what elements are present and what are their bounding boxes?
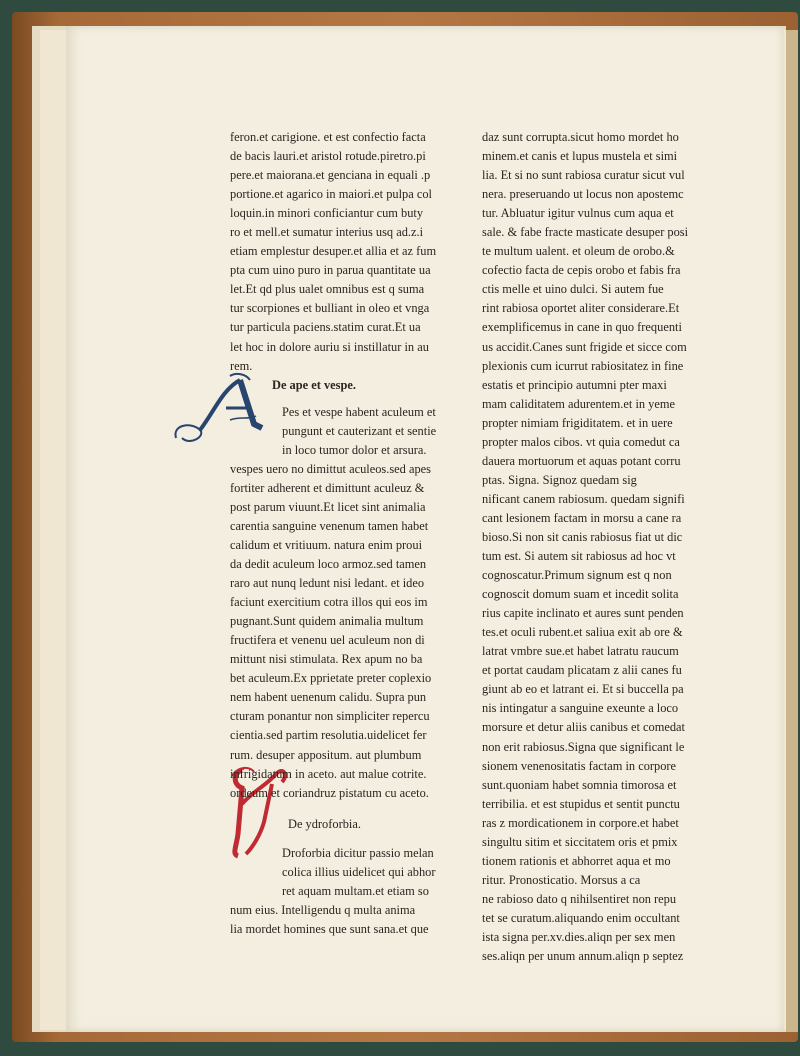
text-line: ses.aliqn per unum annum.aliqn p septez (482, 949, 684, 964)
text-line: nificant canem rabiosum. quedam signifi (482, 491, 685, 506)
text-line: cientia.sed partim resolutia.uidelicet fer (230, 728, 427, 743)
text-line: cturam ponantur non simpliciter repercu (230, 709, 430, 724)
text-line: post parum viuunt.Et licet sint animalia (230, 499, 426, 514)
text-line: sale. & fabe fracte masticate desuper posi (482, 225, 689, 240)
text-line: cofectio facta de cepis orobo et fabis fra (482, 263, 681, 278)
text-line: bioso.Si non sit canis rabiosus fiat ut dic (482, 529, 683, 544)
text-line: pugnant.Sunt quidem animalia multum (230, 614, 424, 629)
text-line: terribilia. et est stupidus et sentit punctu (482, 796, 680, 811)
text-line: fortiter adherent et dimittunt aculeuz & (230, 480, 425, 495)
right-text-column (482, 128, 712, 966)
text-line: propter nimiam frigiditatem. et in uere (482, 415, 673, 430)
text-line: non erit rabiosus.Signa que significant le (482, 739, 685, 754)
text-line: tur scorpiones et bulliant in oleo et vnga (230, 301, 430, 316)
text-line: colica illius uidelicet qui abhor (282, 864, 436, 879)
text-line: tum est. Si autem sit rabiosus ad hoc vt (482, 549, 676, 564)
text-line: pere.et maiorana.et genciana in equali .p (230, 168, 431, 183)
text-line: Droforbia dicitur passio melan (282, 845, 434, 860)
spacer (230, 803, 460, 815)
text-line: mam caliditatem adurentem.et in yeme (482, 396, 676, 411)
text-line: dauera mortuorum et aquas potant corru (482, 453, 681, 468)
text-line: rius capite inclinato et aures sunt penden (482, 606, 684, 621)
text-line: sunt.quoniam habet somnia timorosa et (482, 777, 677, 792)
text-line: loquin.in minori conficiantur cum buty (230, 206, 424, 221)
text-line: pta cum uino puro in parua quantitate ua (230, 263, 431, 278)
text-line: rum. desuper appositum. aut plumbum (230, 747, 422, 762)
text-line: nis intingatur a sanguine exeunte a loco (482, 701, 679, 716)
text-line: faciunt exercitium cotra illos qui eos im (230, 595, 428, 610)
text-line: lia. Et si no sunt rabiosa curatur sicut vul (482, 168, 685, 183)
text-line: fructifera et venenu uel aculeum non di (230, 633, 425, 648)
text-line: let hoc in dolore auriu si instillatur in au (230, 339, 429, 354)
text-line: num eius. Intelligendu q multa anima (230, 902, 416, 917)
text-line: exemplificemus in cane in quo frequenti (482, 320, 682, 335)
text-line: ctis melle et uino dulci. Si autem fue (482, 282, 664, 297)
text-line: minem.et canis et lupus mustela et simi (482, 149, 678, 164)
text-line: daz sunt corrupta.sicut homo mordet ho (482, 130, 679, 144)
text-line: te multum ualent. et oleum de orobo.& (482, 244, 675, 259)
text-line: vespes uero no dimittut aculeos.sed apes (230, 461, 431, 476)
text-line: lia mordet homines que sunt sana.et que (230, 921, 429, 936)
text-line: ordeum et coriandruz pistatum cu aceto. (230, 785, 429, 800)
section-heading-ape: De ape et vespe. (272, 377, 356, 392)
text-line: carentia sanguine venenum tamen habet (230, 518, 429, 533)
text-line: Pes et vespe habent aculeum et (282, 404, 436, 419)
text-line: tes.et oculi rubent.et saliua exit ab ore & (482, 625, 683, 640)
text-line: cognoscatur.Primum signum est q non (482, 568, 672, 583)
spacer (230, 834, 460, 844)
text-line: rint rabiosa oportet aliter considerare.Et (482, 301, 680, 316)
text-line: giunt ab eo et latrant ei. Et si buccella pa (482, 682, 684, 697)
text-line: estatis et principio autumni pter maxi (482, 377, 667, 392)
text-line: cant lesionem factam in morsu a cane ra (482, 510, 682, 525)
section-heading-ydroforbia: De ydroforbia. (288, 816, 361, 831)
text-line: tur. Abluatur igitur vulnus cum aqua et (482, 206, 674, 221)
text-line: feron.et carigione. et est confectio facta (230, 130, 426, 144)
text-line: tet se curatum.aliquando enim occultant (482, 910, 680, 925)
text-line: infrigidatum in aceto. aut malue cotrite. (230, 766, 427, 781)
text-line: tur particula paciens.statim curat.Et ua (230, 320, 421, 335)
text-line: propter malos cibos. vt quia comedut ca (482, 434, 680, 449)
text-line: tionem rationis et abhorret aqua et mo (482, 853, 671, 868)
text-line: sionem venenositatis factam in corpore (482, 758, 677, 773)
text-line: ritur. Pronosticatio. Morsus a ca (482, 872, 641, 887)
text-line: ras z mordicationem in corpore.et habet (482, 815, 679, 830)
left-text-column (230, 128, 460, 939)
text-line: nera. preseruando ut locus non apostemc (482, 187, 684, 202)
text-line: plexionis cum icurrut rabiositatez in fine (482, 358, 684, 373)
text-line: bet aculeum.Ex pprietate preter coplexio (230, 671, 432, 686)
text-line: mittunt nisi stimulata. Rex apum no ba (230, 652, 423, 667)
text-line: us accidit.Canes sunt frigide et sicce com (482, 339, 687, 354)
text-line: nem habent uenenum calidu. Supra pun (230, 690, 427, 705)
text-line: etiam emplestur desuper.et allia et az fum (230, 244, 437, 259)
text-line: da dedit aculeum loco armoz.sed tamen (230, 557, 427, 572)
text-line: ne rabioso dato q nihilsentiret non repu (482, 891, 677, 906)
text-line: cognoscit domum suam et incedit solita (482, 587, 679, 602)
text-line: pungunt et cauterizant et sentie (282, 423, 437, 438)
text-line: calidum et vritiuum. natura enim proui (230, 537, 423, 552)
text-line: singultu sitim et siccitatem oris et pmix (482, 834, 678, 849)
text-line: ptas. Signa. Signoz quedam sig (482, 472, 637, 487)
text-line: portione.et agarico in maiori.et pulpa col (230, 187, 432, 202)
spacer (230, 395, 460, 403)
text-line: latrat vmbre sue.et habet latratu raucum (482, 644, 679, 659)
text-line: let.Et qd plus ualet omnibus est q suma (230, 282, 425, 297)
text-line: de bacis lauri.et aristol rotude.piretro.pi (230, 149, 426, 164)
text-line: in loco tumor dolor et arsura. (282, 442, 427, 457)
text-line: raro aut nunq ledunt nisi ledant. et ideo (230, 576, 425, 591)
text-line: rem. (230, 358, 253, 373)
text-line: ro et mell.et sumatur interius usq ad.z.i (230, 225, 424, 240)
text-line: et portat caudam plicatam z alii canes fu (482, 663, 682, 678)
binding-right-edge (786, 30, 798, 1032)
text-line: ista signa per.xv.dies.aliqn per sex men (482, 929, 676, 944)
text-line: ret aquam multam.et etiam so (282, 883, 429, 898)
text-line: morsure et detur aliis canibus et comedat (482, 720, 685, 735)
